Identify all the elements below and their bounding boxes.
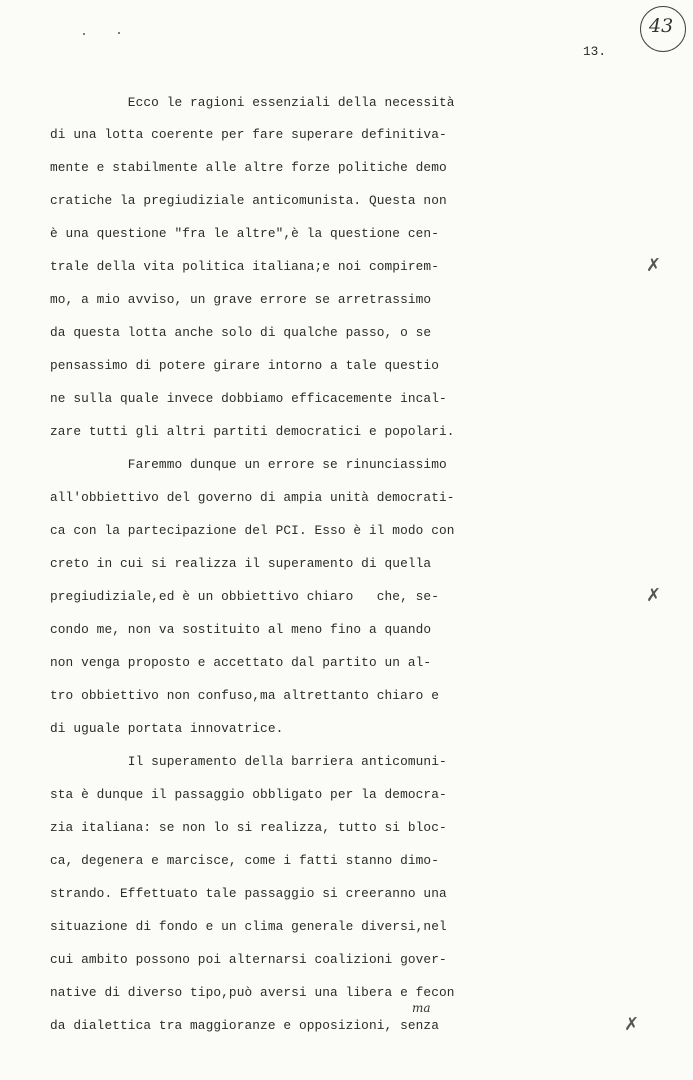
text-line: zare tutti gli altri partiti democratici e popolari. (50, 424, 455, 439)
margin-check-mark: ✗ (646, 585, 662, 606)
text-line: di una lotta coerente per fare superare definitiva- (50, 127, 447, 142)
text-line: trale della vita politica italiana;e noi compirem- (50, 259, 439, 274)
text-line: cui ambito possono poi alternarsi coalizioni gover- (50, 952, 447, 967)
text-line: non venga proposto e accettato dal partito un al- (50, 655, 432, 670)
speck (118, 32, 120, 34)
margin-check-mark: ✗ (624, 1014, 640, 1035)
text-line: all'obbiettivo del governo di ampia unità democrati- (50, 490, 455, 505)
text-line: ne sulla quale invece dobbiamo efficacemente incal- (50, 391, 447, 406)
text-line: cratiche la pregiudiziale anticomunista. Questa non (50, 193, 447, 208)
text-line: mo, a mio avviso, un grave errore se arretrassimo (50, 292, 432, 307)
text-line: zia italiana: se non lo si realizza, tutto si bloc- (50, 820, 447, 835)
text-line: Il superamento della barriera anticomuni- (50, 754, 447, 769)
text-line: condo me, non va sostituito al meno fino a quando (50, 622, 432, 637)
text-line: native di diverso tipo,può aversi una libera e fecon (50, 985, 455, 1000)
text-line: pregiudiziale,ed è un obbiettivo chiaro che, se- (50, 589, 439, 604)
text-line: da dialettica tra maggioranze e opposizioni, senza (50, 1018, 439, 1033)
text-line: ca con la partecipazione del PCI. Esso è il modo con (50, 523, 455, 538)
handwritten-insertion-ma: ma (412, 1001, 431, 1015)
text-line: tro obbiettivo non confuso,ma altrettanto chiaro e (50, 688, 439, 703)
text-line: mente e stabilmente alle altre forze politiche demo (50, 160, 447, 175)
circled-page-number (640, 6, 686, 52)
text-line: situazione di fondo e un clima generale diversi,nel (50, 919, 447, 934)
text-line: ca, degenera e marcisce, come i fatti stanno dimo- (50, 853, 439, 868)
text-line: Ecco le ragioni essenziali della necessità (50, 95, 455, 110)
text-line: Faremmo dunque un errore se rinunciassimo (50, 457, 447, 472)
text-line: creto in cui si realizza il superamento di quella (50, 556, 432, 571)
circled-page-number-text: 43 (649, 15, 674, 37)
margin-check-mark: ✗ (646, 255, 662, 276)
speck (83, 33, 85, 35)
text-line: strando. Effettuato tale passaggio si creeranno una (50, 886, 447, 901)
page-number: 13. (583, 44, 607, 59)
text-line: da questa lotta anche solo di qualche passo, o se (50, 325, 432, 340)
text-line: pensassimo di potere girare intorno a tale questio (50, 358, 439, 373)
text-line: è una questione "fra le altre",è la questione cen- (50, 226, 439, 241)
text-line: di uguale portata innovatrice. (50, 721, 284, 736)
text-line: sta è dunque il passaggio obbligato per la democra- (50, 787, 447, 802)
